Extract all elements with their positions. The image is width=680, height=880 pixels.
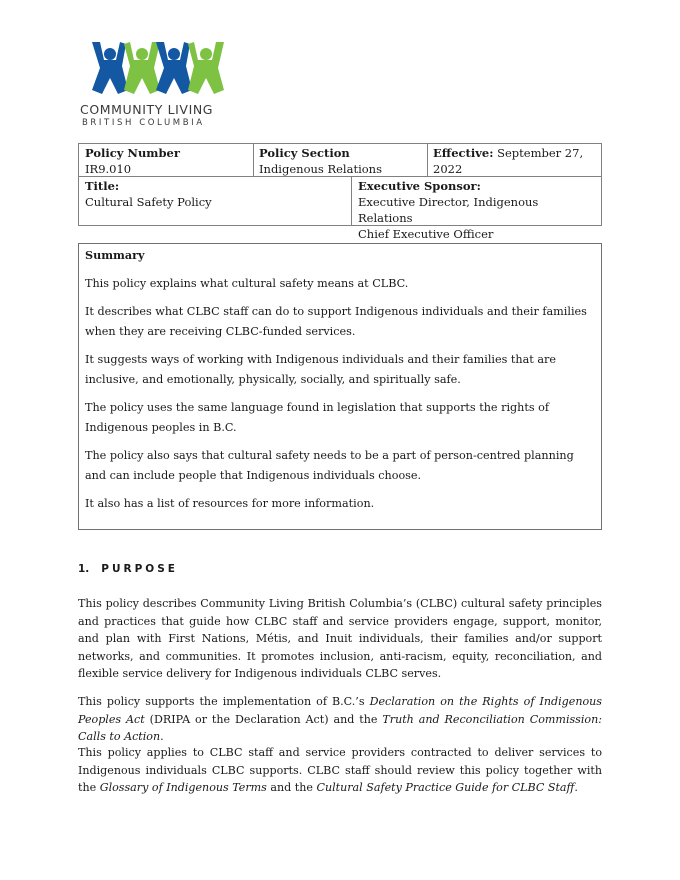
text-run: . bbox=[160, 730, 164, 743]
clbc-logo bbox=[80, 40, 235, 130]
summary-paragraph: The policy uses the same language found in legislation that supports the rights of Indigenous peoples in B.C. bbox=[85, 401, 550, 434]
executive-sponsor-label: Executive Sponsor: bbox=[358, 179, 481, 193]
policy-section-label: Policy Section bbox=[259, 146, 350, 160]
purpose-paragraph-1: This policy describes Community Living British Columbia’s (CLBC) cultural safety principles and practices that guide how CLBC staff and service providers engage, support, monitor, and plan with First Nations, Métis, and Inuit individuals, their families and/or support networks, and communities. It promotes inclusion, anti-racism, equity, reconciliation, and flexible service delivery for Indigenous individuals CLBC serves. bbox=[78, 597, 602, 680]
policy-number-cell bbox=[79, 144, 253, 178]
executive-sponsor-cell bbox=[352, 177, 602, 243]
summary-paragraph: It describes what CLBC staff can do to support Indigenous individuals and their families when they are receiving CLBC-funded services. bbox=[85, 305, 587, 338]
text-run: This policy supports the implementation of B.C.’s bbox=[78, 695, 370, 708]
text-run: This policy applies to CLBC staff and service providers contracted to deliver services to Indigenous individuals CLBC supports. CLBC staff should review this policy together with the bbox=[78, 746, 602, 794]
executive-sponsor-line2: Chief Executive Officer bbox=[358, 227, 494, 241]
policy-header-table bbox=[78, 143, 602, 241]
glossary-title-italic: Glossary of Indigenous Terms bbox=[99, 781, 267, 794]
purpose-paragraph-2 bbox=[78, 693, 602, 746]
title-value: Cultural Safety Policy bbox=[85, 195, 212, 209]
summary-paragraph: It also has a list of resources for more information. bbox=[85, 497, 375, 510]
four-people-figures-logo-icon bbox=[88, 40, 228, 100]
policy-section-value: Indigenous Relations bbox=[259, 162, 382, 176]
policy-number-label: Policy Number bbox=[85, 146, 180, 160]
title-label: Title: bbox=[85, 179, 120, 193]
summary-paragraph: This policy explains what cultural safety means at CLBC. bbox=[85, 276, 409, 290]
trc-title-italic: Truth and Reconciliation Commission: Calls to Action bbox=[78, 712, 602, 743]
practice-guide-title-italic: Cultural Safety Practice Guide for CLBC Staff bbox=[316, 781, 575, 794]
purpose-paragraph-3 bbox=[78, 744, 602, 797]
summary-paragraph: The policy also says that cultural safety needs to be a part of person-centred planning and can include people that Indigenous individuals choose. bbox=[85, 449, 574, 482]
logo-text-community-living: COMMUNITY LIVING bbox=[80, 102, 214, 117]
policy-section-cell bbox=[253, 144, 427, 178]
executive-sponsor-line1: Executive Director, Indigenous Relations bbox=[358, 195, 539, 225]
effective-label: Effective: bbox=[433, 146, 494, 160]
summary-heading: Summary bbox=[85, 248, 145, 262]
text-run: . bbox=[574, 781, 578, 794]
section-number: 1. bbox=[78, 563, 90, 575]
title-cell bbox=[79, 177, 351, 211]
section-title: PURPOSE bbox=[101, 563, 178, 575]
summary-box bbox=[78, 243, 602, 530]
effective-cell bbox=[427, 144, 601, 178]
effective-date: September 27, 2022 bbox=[433, 146, 584, 176]
section-heading-purpose bbox=[78, 563, 178, 575]
logo-text-british-columbia: BRITISH COLUMBIA bbox=[82, 118, 205, 128]
policy-number-value: IR9.010 bbox=[85, 162, 132, 176]
act-title-italic: Declaration on the Rights of Indigenous Peoples Act bbox=[78, 695, 603, 726]
summary-paragraph: It suggests ways of working with Indigenous individuals and their families that are inclusive, and emotionally, physically, socially, and spiritually safe. bbox=[85, 353, 556, 386]
text-run: (DRIPA or the Declaration Act) and the bbox=[144, 712, 383, 726]
text-run: and the bbox=[266, 781, 317, 794]
